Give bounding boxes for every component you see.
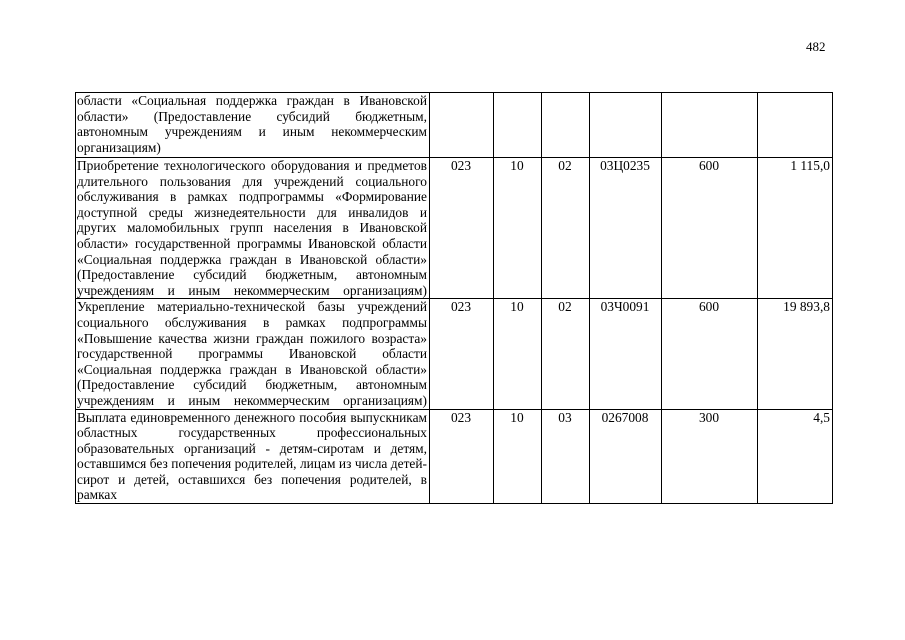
expense-type-code — [662, 93, 758, 158]
subsection-code: 02 — [542, 158, 590, 299]
subsection-code: 03 — [542, 409, 590, 504]
ministry-code: 023 — [430, 299, 494, 409]
row-description: области «Социальная поддержка граждан в Ивановской области» (Предоставление субсидий бюджетным, автономным учреждениям и иным некоммерческим организациям) — [76, 93, 430, 158]
target-code — [590, 93, 662, 158]
target-code: 0267008 — [590, 409, 662, 504]
row-description: Укрепление материально-технической базы учреждений социального обслуживания в рамках подпрограммы «Повышение качества жизни граждан пожилого возраста» государственной программы Ивановской области «Социальная поддержка граждан в Ивановской области» (Предоставление субсидий бюджетным, автономным учреждениям и иным некоммерческим организациям) — [76, 299, 430, 409]
expense-type-code: 300 — [662, 409, 758, 504]
section-code: 10 — [494, 158, 542, 299]
amount: 19 893,8 — [758, 299, 833, 409]
subsection-code — [542, 93, 590, 158]
ministry-code: 023 — [430, 158, 494, 299]
table-row — [76, 409, 833, 504]
section-code: 10 — [494, 409, 542, 504]
expense-type-code: 600 — [662, 158, 758, 299]
row-description: Выплата единовременного денежного пособия выпускникам областных государственных профессиональных образовательных организаций - детям-сиротам и детям, оставшимся без попечения родителей, лицам из числа детей-сирот и детей, оставшихся без попечения родителей, в рамках — [76, 409, 430, 504]
amount: 1 115,0 — [758, 158, 833, 299]
section-code: 10 — [494, 299, 542, 409]
table-row — [76, 299, 833, 409]
expense-type-code: 600 — [662, 299, 758, 409]
subsection-code: 02 — [542, 299, 590, 409]
target-code: 03Ч0091 — [590, 299, 662, 409]
page-number: 482 — [806, 39, 826, 54]
section-code — [494, 93, 542, 158]
amount — [758, 93, 833, 158]
row-description: Приобретение технологического оборудования и предметов длительного пользования для учреждений социального обслуживания в рамках подпрограммы «Формирование доступной среды жизнедеятельности для инвалидов и других маломобильных групп населения в Ивановской области» государственной программы Ивановской области «Социальная поддержка граждан в Ивановской области» (Предоставление субсидий бюджетным, автономным учреждениям и иным некоммерческим организациям) — [76, 158, 430, 299]
ministry-code — [430, 93, 494, 158]
amount: 4,5 — [758, 409, 833, 504]
target-code: 03Ц0235 — [590, 158, 662, 299]
table-row — [76, 158, 833, 299]
table-row — [76, 93, 833, 158]
ministry-code: 023 — [430, 409, 494, 504]
budget-table — [75, 92, 833, 504]
